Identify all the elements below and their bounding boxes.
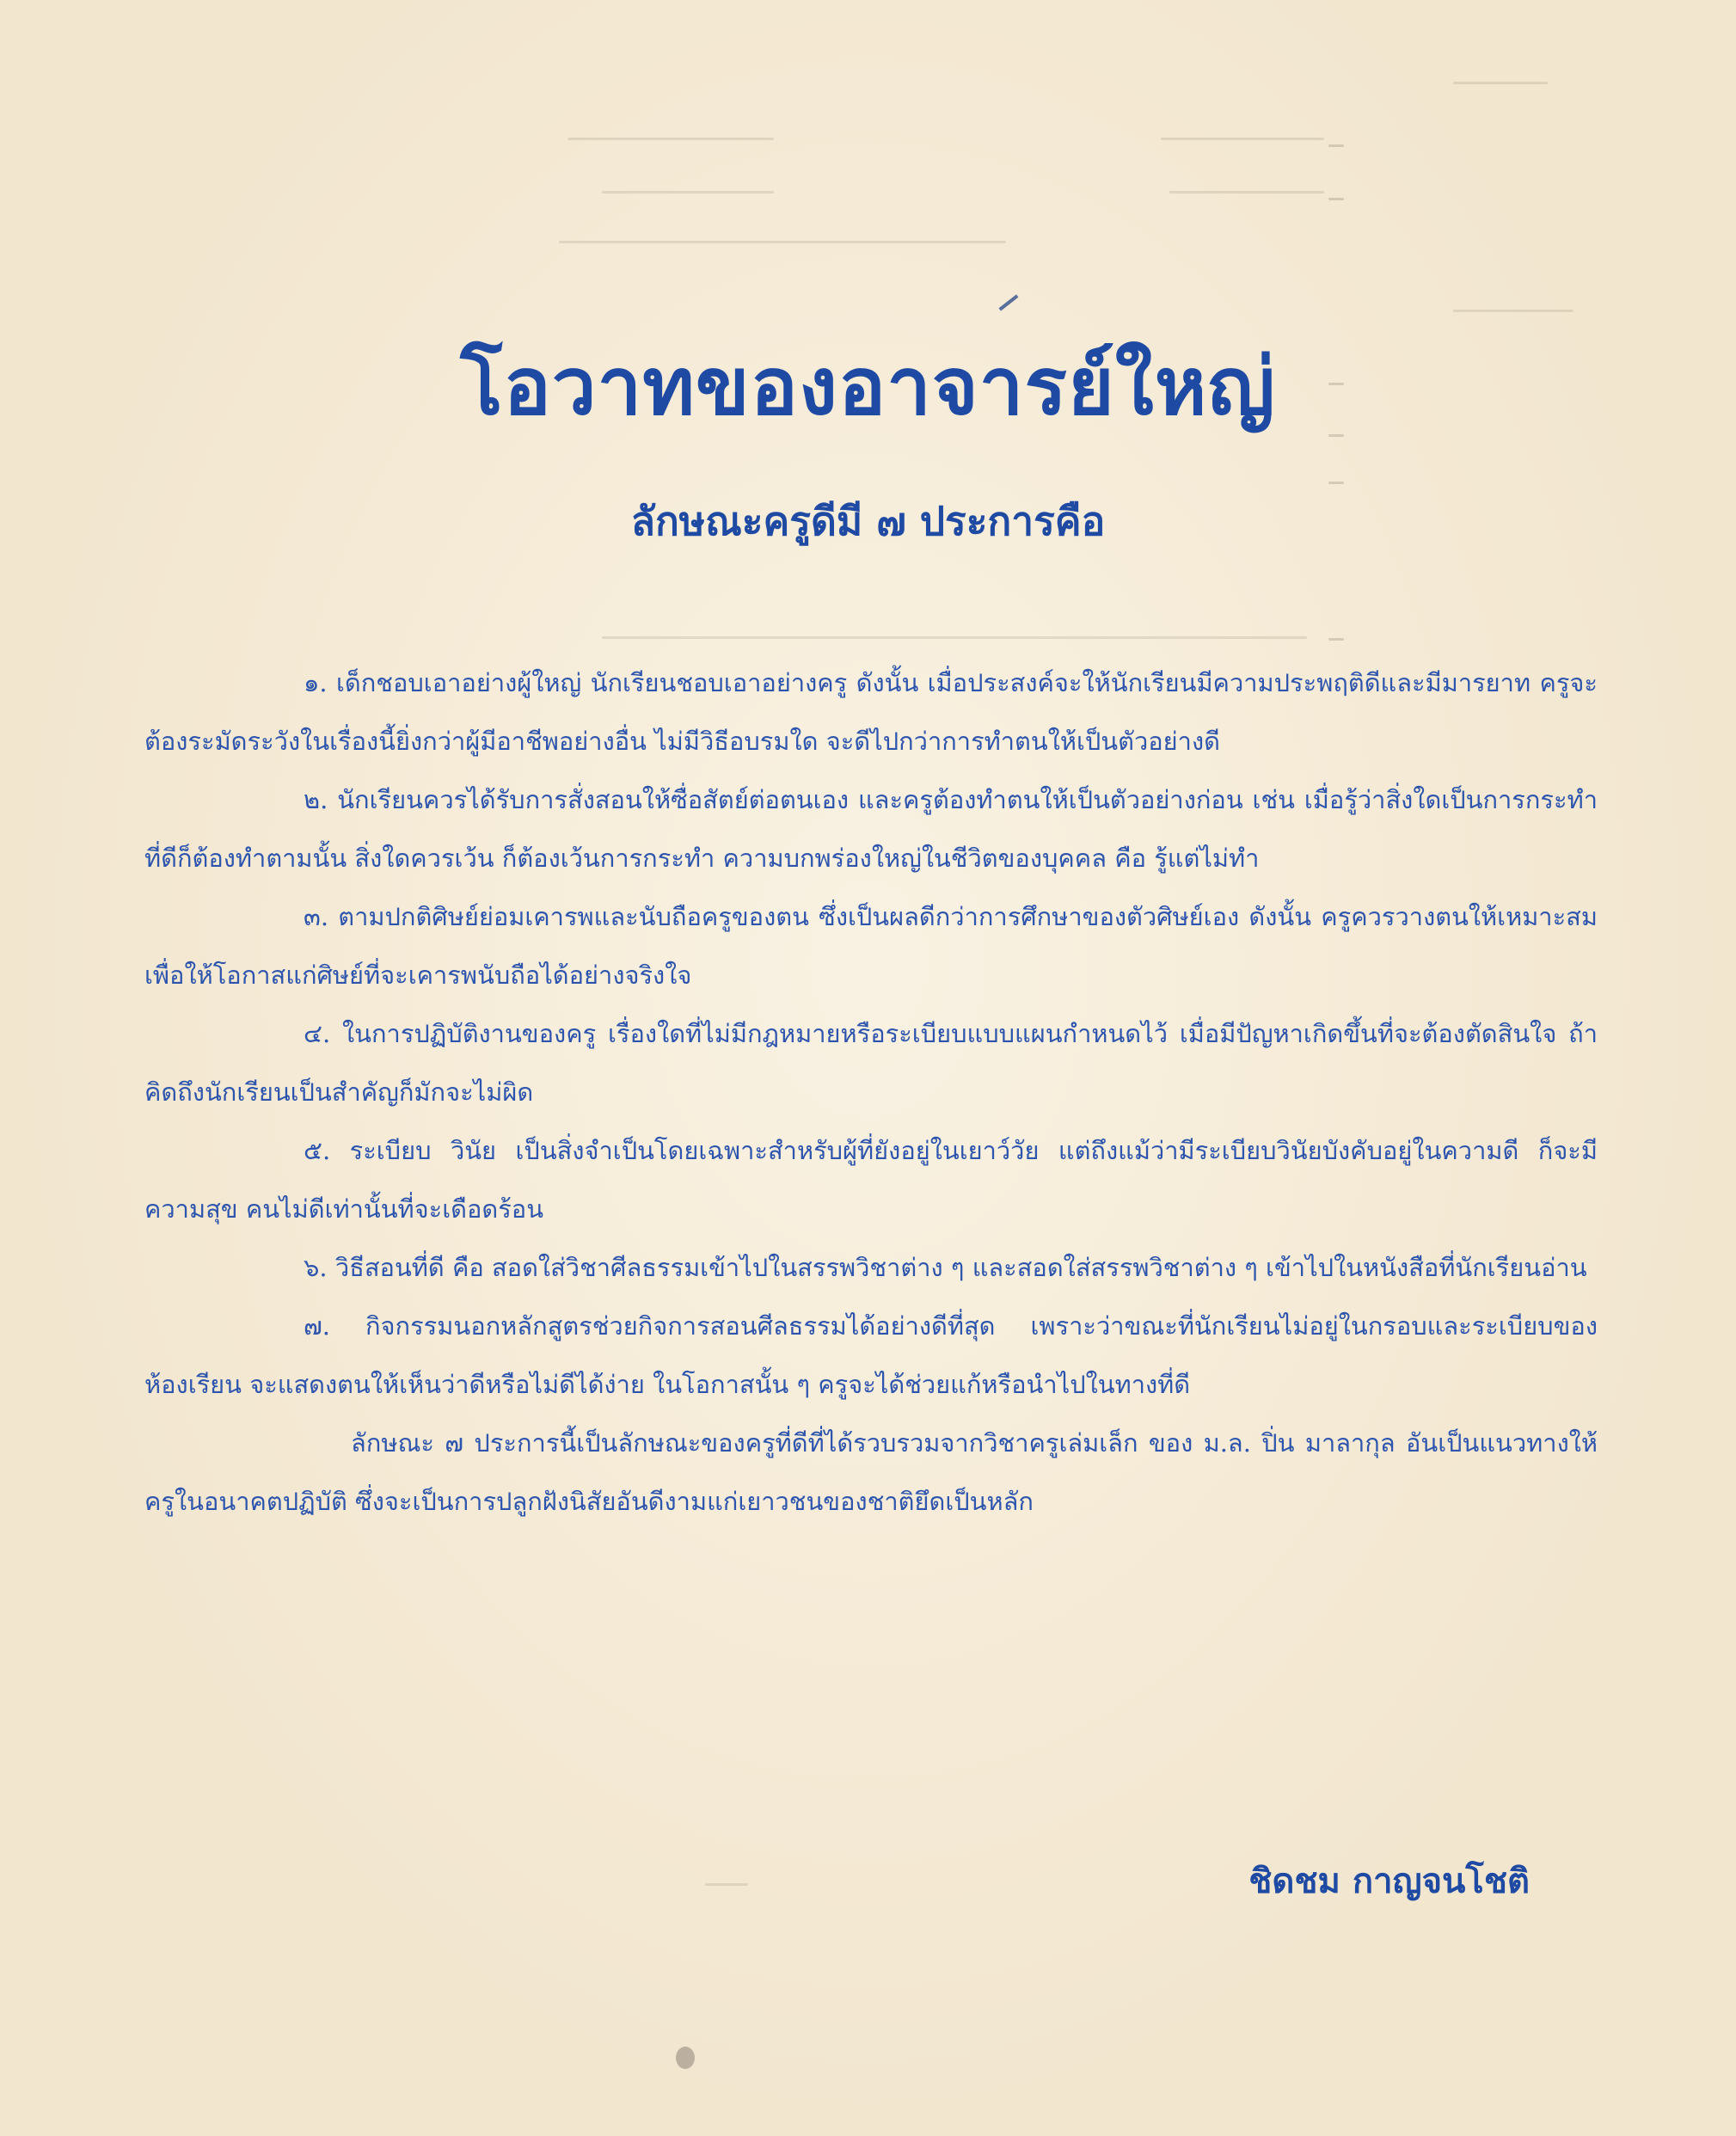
paragraph-2: ๒. นักเรียนควรได้รับการสั่งสอนให้ซื่อสัตย์ต่อตนเอง และครูต้องทำตนให้เป็นตัวอย่างก่อน เช่น เมื่อรู้ว่าสิ่งใดเป็นการกระทำที่ดีก็ต้องทำตามนั้น สิ่งใดควรเว้น ก็ต้องเว้นการกระทำ ความบกพร่องใหญ่ในชีวิตของบุคคล คือ รู้แต่ไม่ทำ: [144, 785, 1598, 873]
paper-stain: [676, 2047, 695, 2069]
paragraph-5: ๕. ระเบียบ วินัย เป็นสิ่งจำเป็นโดยเฉพาะสำหรับผู้ที่ยังอยู่ในเยาว์วัย แต่ถึงแม้ว่ามีระเบียบวินัยบังคับอยู่ในความดี ก็จะมีความสุข คนไม่ดีเท่านั้นที่จะเดือดร้อน: [144, 1136, 1598, 1224]
page-subtitle: ลักษณะครูดีมี ๗ ประการคือ: [630, 498, 1106, 544]
bleed-through-mark: [1169, 191, 1324, 193]
bleed-through-mark: [559, 241, 1006, 243]
bleed-through-mark: [1161, 138, 1324, 140]
bleed-through-mark: [602, 636, 1307, 639]
bleed-through-mark: [705, 1883, 748, 1886]
paragraph-6: ๖. วิธีสอนที่ดี คือ สอดใส่วิชาศีลธรรมเข้าไปในสรรพวิชาต่าง ๆ และสอดใส่สรรพวิชาต่าง ๆ เข้าไปในหนังสือที่นักเรียนอ่าน: [304, 1253, 1587, 1282]
bleed-through-mark: [1328, 198, 1344, 200]
bleed-through-mark: [1328, 638, 1344, 641]
paragraph-1: ๑. เด็กชอบเอาอย่างผู้ใหญ่ นักเรียนชอบเอาอย่างครู ดังนั้น เมื่อประสงค์จะให้นักเรียนมีความประพฤติดีและมีมารยาท ครูจะต้องระมัดระวังในเรื่องนี้ยิ่งกว่าผู้มีอาชีพอย่างอื่น ไม่มีวิธีอบรมใด จะดีไปกว่าการทำตนให้เป็นตัวอย่างดี: [144, 668, 1598, 756]
bleed-through-mark: [1453, 82, 1548, 84]
paragraph-3: ๓. ตามปกติศิษย์ย่อมเคารพและนับถือครูของตน ซึ่งเป็นผลดีกว่าการศึกษาของตัวศิษย์เอง ดังนั้น ครูควรวางตนให้เหมาะสม เพื่อให้โอกาสแก่ศิษย์ที่จะเคารพนับถือได้อย่างจริงใจ: [144, 902, 1598, 990]
bleed-through-mark: [567, 138, 774, 140]
body-text: [144, 654, 1598, 1531]
paragraph-4: ๔. ในการปฏิบัติงานของครู เรื่องใดที่ไม่มีกฎหมายหรือระเบียบแบบแผนกำหนดไว้ เมื่อมีปัญหาเกิดขึ้นที่จะต้องตัดสินใจ ถ้าคิดถึงนักเรียนเป็นสำคัญก็มักจะไม่ผิด: [144, 1019, 1598, 1107]
signature: ชิดชม กาญจนโชติ: [1248, 1861, 1530, 1901]
bleed-through-mark: [1328, 144, 1344, 147]
page-title: โอวาทของอาจารย์ใหญ่: [460, 340, 1276, 433]
bleed-through-mark: [1453, 310, 1573, 312]
paragraph-7: ๗. กิจกรรมนอกหลักสูตรช่วยกิจการสอนศีลธรรมได้อย่างดีที่สุด เพราะว่าขณะที่นักเรียนไม่อยู่ในกรอบและระเบียบของห้องเรียน จะแสดงตนให้เห็นว่าดีหรือไม่ดีได้ง่าย ในโอกาสนั้น ๆ ครูจะได้ช่วยแก้หรือนำไปในทางที่ดี: [144, 1311, 1598, 1399]
closing-paragraph: ลักษณะ ๗ ประการนี้เป็นลักษณะของครูที่ดีที่ได้รวบรวมจากวิชาครูเล่มเล็ก ของ ม.ล. ปิ่น มาลากุล อันเป็นแนวทางให้ครูในอนาคตปฏิบัติ ซึ่งจะเป็นการปลูกฝังนิสัยอันดีงามแก่เยาวชนของชาติยึดเป็นหลัก: [144, 1428, 1598, 1516]
bleed-through-mark: [602, 191, 774, 193]
bleed-through-mark: [1328, 482, 1344, 484]
pen-tick-mark: [999, 294, 1019, 310]
